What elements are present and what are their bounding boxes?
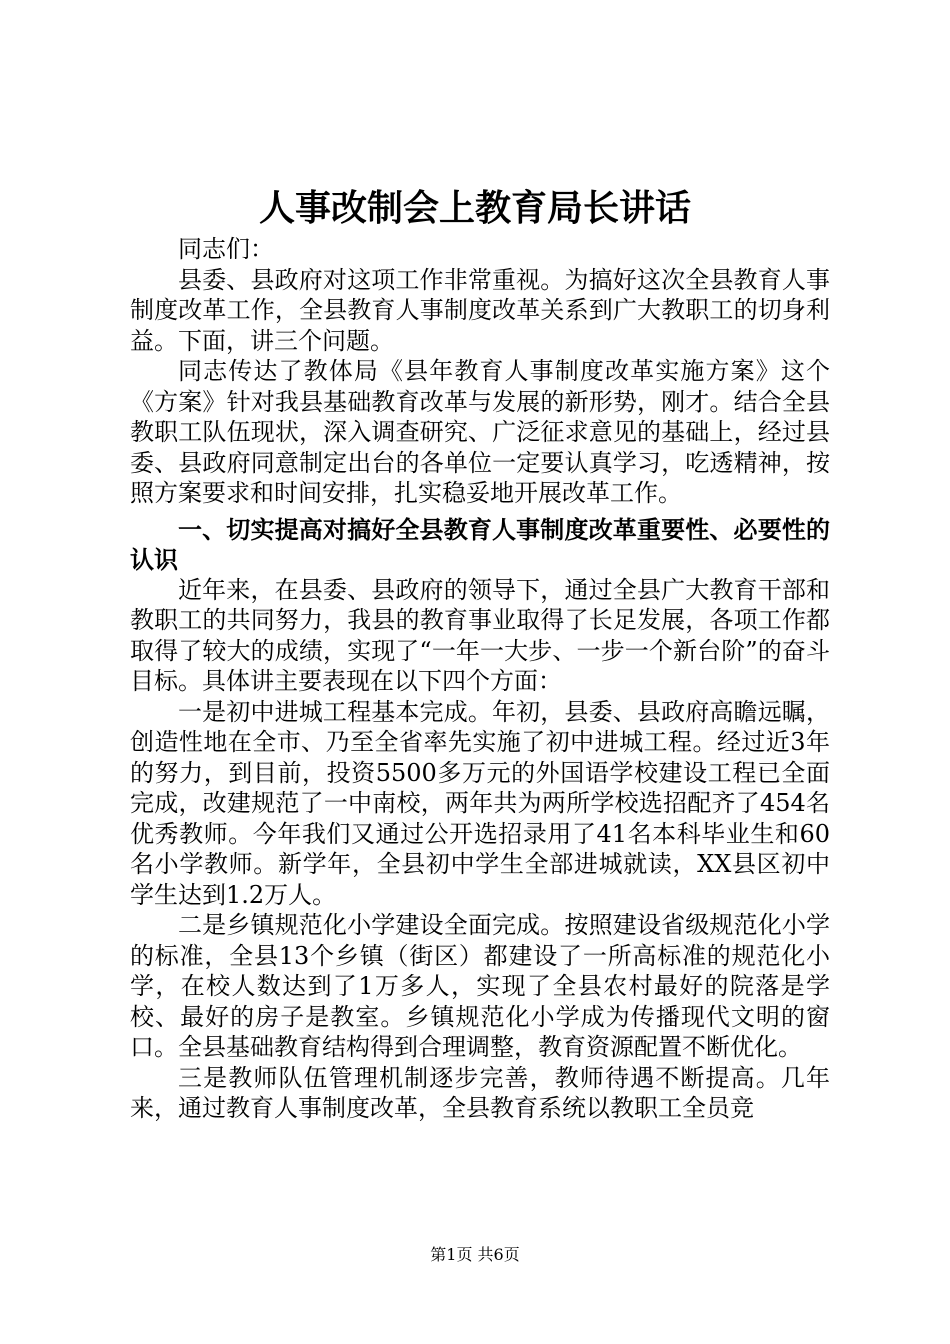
body-paragraph: 近年来，在县委、县政府的领导下，通过全县广大教育干部和教职工的共同努力，我县的教育事业取得了长足发展，各项工作都取得了较大的成绩，实现了“一年一大步、一步一个新台阶”的奋斗目标。具体讲主要表现在以下四个方面： bbox=[130, 575, 830, 695]
document-body bbox=[130, 234, 830, 1124]
body-paragraph: 同志传达了教体局《县年教育人事制度改革实施方案》这个《方案》针对我县基础教育改革与发展的新形势，刚才。结合全县教职工队伍现状，深入调查研究、广泛征求意见的基础上，经过县委、县政府同意制定出台的各单位一定要认真学习，吃透精神，按照方案要求和时间安排，扎实稳妥地开展改革工作。 bbox=[130, 357, 830, 507]
salutation-paragraph: 同志们： bbox=[178, 235, 274, 263]
body-paragraph: 三是教师队伍管理机制逐步完善，教师待遇不断提高。几年来，通过教育人事制度改革，全县教育系统以教职工全员竞 bbox=[130, 1063, 830, 1122]
body-paragraph: 县委、县政府对这项工作非常重视。为搞好这次全县教育人事制度改革工作，全县教育人事制度改革关系到广大教职工的切身利益。下面，讲三个问题。 bbox=[130, 265, 830, 355]
body-paragraph: 二是乡镇规范化小学建设全面完成。按照建设省级规范化小学的标准，全县13个乡镇（街区）都建设了一所高标准的规范化小学，在校人数达到了1万多人，实现了全县农村最好的院落是学校、最好的房子是教室。乡镇规范化小学成为传播现代文明的窗口。全县基础教育结构得到合理调整，教育资源配置不断优化。 bbox=[130, 911, 830, 1061]
body-paragraph: 一是初中进城工程基本完成。年初，县委、县政府高瞻远瞩，创造性地在全市、乃至全省率先实施了初中进城工程。经过近3年的努力，到目前，投资5500多万元的外国语学校建设工程已全面完成，改建规范了一中南校，两年共为两所学校选招配齐了454名优秀教师。今年我们又通过公开选招录用了41名本科毕业生和60名小学教师。新学年，全县初中学生全部进城就读，XX县区初中学生达到1.2万人。 bbox=[130, 697, 830, 909]
section-heading: 一、切实提高对搞好全县教育人事制度改革重要性、必要性的认识 bbox=[130, 515, 830, 574]
page-footer: 第1页 共6页 bbox=[430, 1245, 520, 1264]
document-title: 人事改制会上教育局长讲话 bbox=[258, 187, 691, 229]
